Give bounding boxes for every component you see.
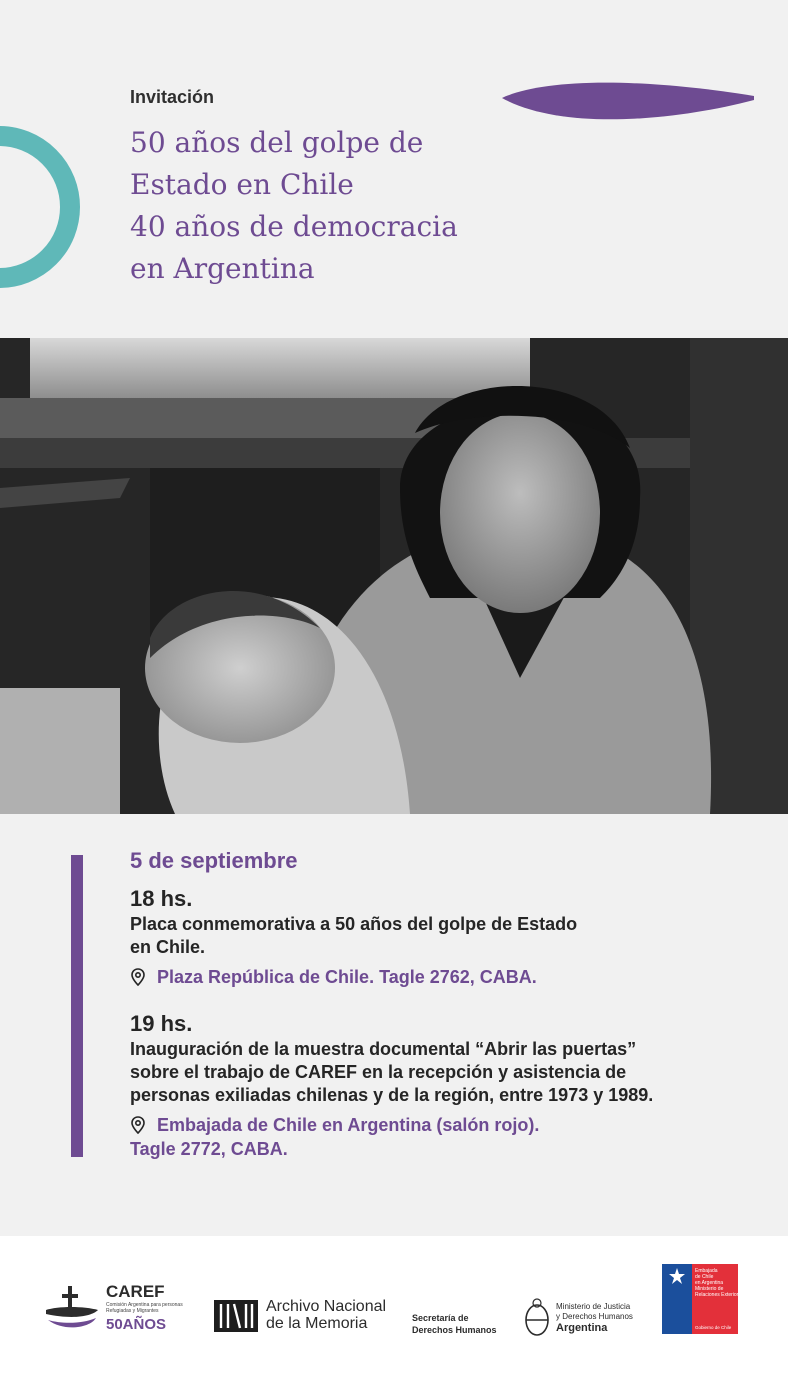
event-location — [130, 1113, 730, 1161]
embajada-text-line: Embajada — [695, 1268, 718, 1274]
title-line: 50 años del golpe de — [130, 126, 424, 159]
ministerio-name-line: y Derechos Humanos — [556, 1312, 633, 1321]
event-item — [130, 1010, 730, 1161]
embajada-text — [695, 1268, 744, 1298]
event-description-line: Placa conmemorativa a 50 años del golpe de Estado — [130, 914, 578, 934]
page-title — [130, 122, 550, 290]
caref-anniversary: 50AÑOS — [106, 1316, 167, 1333]
embajada-text-line: Relaciones Exteriores — [695, 1292, 744, 1298]
chile-coat-of-arms-icon — [667, 1266, 687, 1286]
caref-name: CAREF — [106, 1282, 165, 1301]
archivo-bars-icon — [214, 1300, 258, 1332]
archivo-memoria-logo — [214, 1298, 389, 1338]
archival-photo-mother-and-child — [0, 338, 788, 814]
caref-emblem-icon — [44, 1284, 100, 1334]
secretaria-ddhh-logo — [412, 1312, 512, 1336]
ministerio-name-line: Ministerio de Justicia — [556, 1302, 631, 1311]
embajada-text-line: de Chile — [695, 1274, 714, 1280]
event-description — [130, 1038, 730, 1107]
purple-accent-bar — [71, 855, 83, 1157]
title-line: Estado en Chile — [130, 168, 354, 201]
embajada-text-line: en Argentina — [695, 1280, 724, 1286]
caref-subtitle-line: Comisión Argentina para personas — [106, 1302, 183, 1308]
event-date: 5 de septiembre — [130, 848, 298, 873]
gobierno-de-chile-label: Gobierno de Chile — [695, 1325, 732, 1330]
ministerio-name — [556, 1302, 633, 1335]
caref-subtitle-line: Refugiadas y Migrantes — [106, 1308, 159, 1314]
event-location-line: Plaza República de Chile. Tagle 2762, CABA. — [157, 967, 537, 987]
invitation-label: Invitación — [130, 87, 215, 107]
chile-flag-blue-lower — [662, 1290, 692, 1334]
event-description-line: personas exiliadas chilenas y de la región, entre 1973 y 1989. — [130, 1085, 654, 1105]
location-pin-icon — [130, 968, 146, 986]
secretaria-name-line: Derechos Humanos — [412, 1325, 497, 1335]
event-location — [130, 965, 730, 989]
purple-brush-stroke-decoration — [500, 78, 756, 128]
ministerio-country: Argentina — [556, 1322, 608, 1334]
secretaria-name — [412, 1312, 512, 1336]
archivo-name-line: de la Memoria — [266, 1315, 368, 1332]
ministerio-justicia-logo — [524, 1296, 634, 1340]
event-description-line: sobre el trabajo de CAREF en la recepción y asistencia de — [130, 1062, 627, 1082]
location-pin-icon — [130, 1116, 146, 1134]
event-description — [130, 913, 730, 959]
event-description-line: en Chile. — [130, 937, 206, 957]
title-line: 40 años de democracia — [130, 210, 458, 243]
archivo-name-line: Archivo Nacional — [266, 1298, 387, 1315]
event-location-line: Tagle 2772, CABA. — [130, 1139, 288, 1159]
embajada-chile-logo — [662, 1264, 744, 1334]
argentina-coat-of-arms-icon — [524, 1298, 550, 1338]
event-time: 19 hs. — [130, 1011, 193, 1036]
embajada-text-line: Ministerio de — [695, 1286, 724, 1292]
title-line: en Argentina — [130, 252, 315, 285]
archivo-name — [266, 1298, 386, 1332]
event-description-line: Inauguración de la muestra documental “Abrir las puertas” — [130, 1039, 637, 1059]
sponsor-logos-footer — [0, 1236, 788, 1400]
secretaria-name-line: Secretaría de — [412, 1313, 469, 1323]
event-location-line: Embajada de Chile en Argentina (salón rojo). — [157, 1115, 540, 1135]
event-item — [130, 885, 730, 989]
teal-ring-decoration — [0, 126, 80, 288]
event-time: 18 hs. — [130, 886, 193, 911]
caref-subtitle — [106, 1302, 186, 1314]
caref-logo — [44, 1280, 184, 1340]
